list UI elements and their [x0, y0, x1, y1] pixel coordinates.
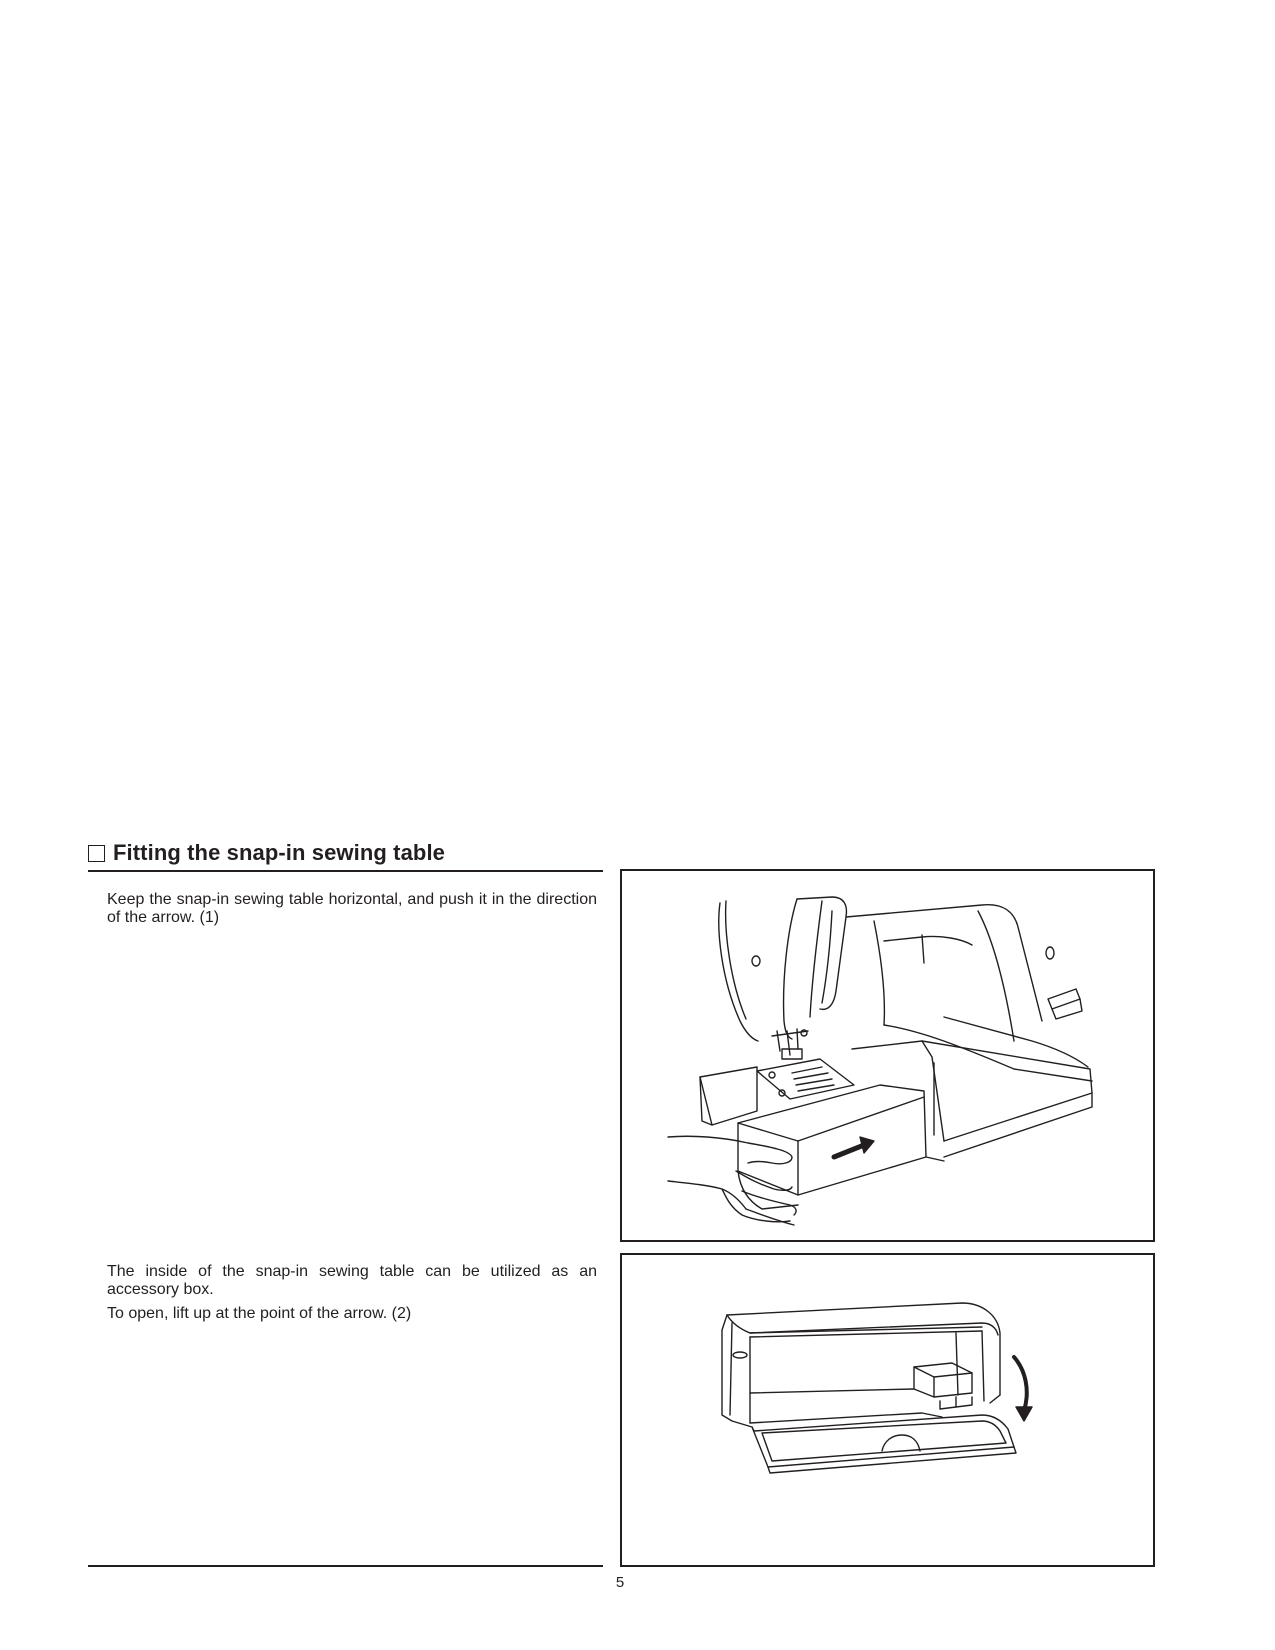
figure-accessory-box	[620, 1253, 1155, 1567]
footer-divider	[88, 1565, 603, 1567]
accessory-box-illustration	[622, 1255, 1153, 1565]
step1-text: Keep the snap-in sewing table horizontal, and push it in the direction of the arrow. (1)	[107, 891, 597, 926]
page-number: 5	[615, 1574, 625, 1591]
sewing-machine-illustration	[622, 871, 1153, 1240]
checkbox-square-icon	[88, 845, 105, 862]
step2-text-line2: To open, lift up at the point of the arrow. (2)	[107, 1305, 412, 1322]
step2-text-line1: The inside of the snap-in sewing table can be utilized as an accessory box.	[107, 1263, 597, 1298]
step1-instructions	[107, 891, 597, 933]
section-heading	[88, 836, 603, 870]
heading-divider	[88, 870, 603, 872]
figure-sewing-machine	[620, 869, 1155, 1242]
step2-instructions	[107, 1263, 597, 1329]
section-title: Fitting the snap-in sewing table	[113, 840, 445, 865]
